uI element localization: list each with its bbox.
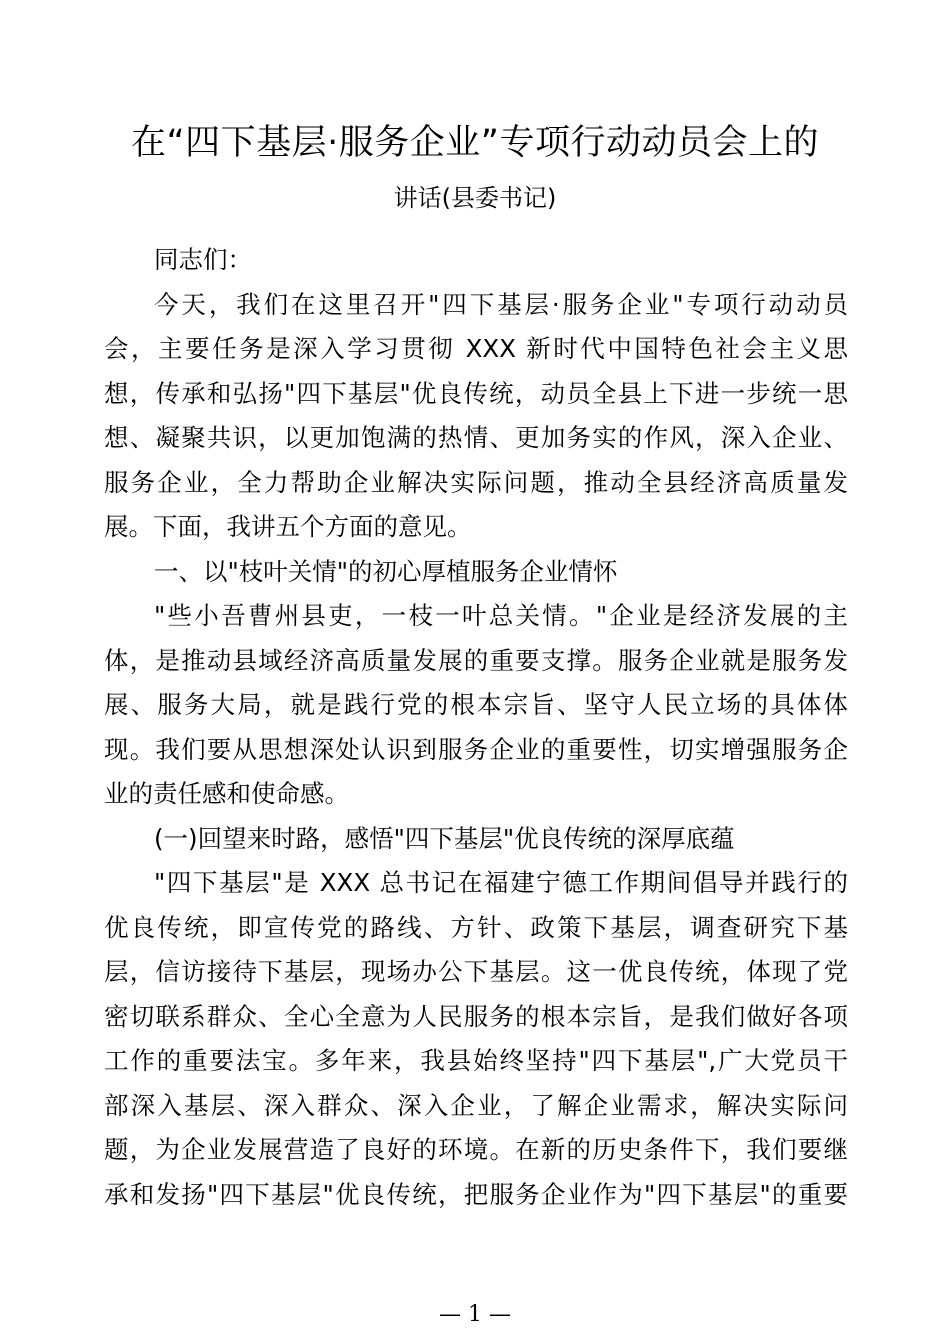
paragraph-line: 想、凝聚共识，以更加饱满的热情、更加务实的作风，深入企业、 — [104, 423, 848, 452]
paragraph-line: 会，主要任务是深入学习贯彻 XXX 新时代中国特色社会主义思 — [104, 334, 848, 363]
document-title: 在“四下基层·服务企业”专项行动动员会上的 — [131, 123, 819, 163]
paragraph-line: 密切联系群众、全心全意为人民服务的根本宗旨，是我们做好各项 — [104, 1001, 848, 1031]
paragraph-line: 工作的重要法宝。多年来，我县始终坚持"四下基层",广大党员干 — [104, 1046, 848, 1075]
salutation: 同志们： — [154, 245, 252, 274]
paragraph-line: 题，为企业发展营造了良好的环境。在新的历史条件下，我们要继 — [104, 1135, 848, 1164]
paragraph-line: 想，传承和弘扬"四下基层"优良传统，动员全县上下进一步统一思 — [104, 378, 848, 408]
paragraph-line: 部深入基层、深入群众、深入企业，了解企业需求，解决实际问 — [104, 1090, 848, 1120]
document-subtitle: 讲话(县委书记) — [393, 184, 557, 212]
paragraph-line: 体，是推动县域经济高质量发展的重要支撑。服务企业就是服务发 — [104, 645, 848, 675]
paragraph-line: 优良传统，即宣传党的路线、方针、政策下基层，调查研究下基 — [104, 912, 848, 942]
page-number: — 1 — — [439, 1302, 511, 1327]
section-heading: 一、以"枝叶关情"的初心厚植服务企业情怀 — [154, 556, 618, 586]
document-body — [104, 238, 848, 1217]
paragraph-line: 现。我们要从思想深处认识到服务企业的重要性，切实增强服务企 — [104, 734, 848, 764]
subsection-heading: (一)回望来时路，感悟"四下基层"优良传统的深厚底蕴 — [154, 823, 735, 853]
paragraph-line: 承和发扬"四下基层"优良传统，把服务企业作为"四下基层"的重要 — [104, 1179, 848, 1209]
paragraph-line: 业的责任感和使命感。 — [104, 779, 349, 808]
paragraph-line: "些小吾曹州县吏，一枝一叶总关情。"企业是经济发展的主 — [154, 601, 848, 630]
paragraph-line: 服务企业，全力帮助企业解决实际问题，推动全县经济高质量发 — [104, 467, 848, 497]
paragraph-line: 今天，我们在这里召开"四下基层·服务企业"专项行动动员 — [154, 289, 848, 319]
paragraph-line: "四下基层"是 XXX 总书记在福建宁德工作期间倡导并践行的 — [154, 868, 848, 897]
paragraph-line: 展、服务大局，就是践行党的根本宗旨、坚守人民立场的具体体 — [104, 690, 848, 719]
paragraph-line: 层，信访接待下基层，现场办公下基层。这一优良传统，体现了党 — [104, 957, 848, 986]
paragraph-line: 展。下面，我讲五个方面的意见。 — [104, 512, 472, 541]
